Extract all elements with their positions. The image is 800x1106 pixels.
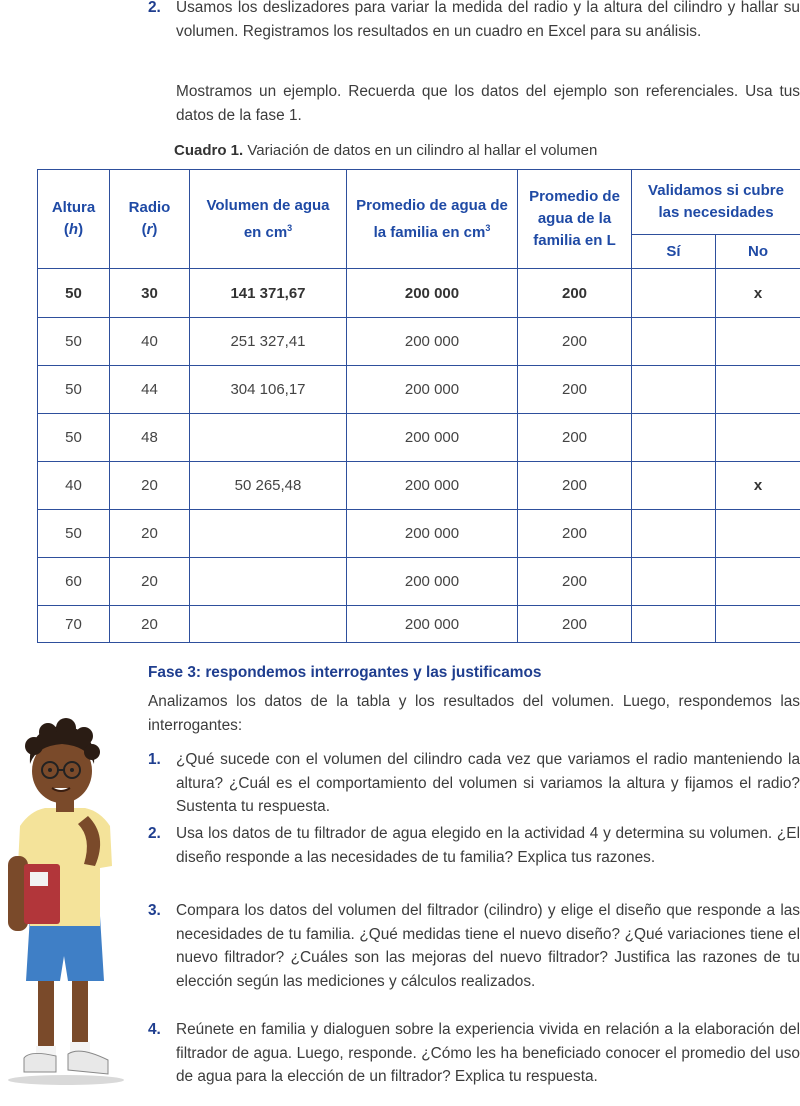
header-radio: Radio (r) xyxy=(110,170,190,269)
header-validamos: Validamos si cubre las necesidades xyxy=(632,170,800,235)
table-row: 70 20 200 000 200 xyxy=(38,606,800,643)
table-row: 40 20 50 265,48 200 000 200 x xyxy=(38,462,800,510)
intro-item-text: Usamos los deslizadores para variar la medida del radio y la altura del cilindro y hallar su volumen. Registramos los resultados en un cuadro en Excel para su análisis. xyxy=(176,0,800,40)
question-4: 4. Reúnete en familia y dialoguen sobre la experiencia vivida en relación a la elaboración del filtrador de agua. Luego, responde. ¿Cómo les ha beneficiado conocer el promedio del uso de agua para la elección de un filtrador? Explica tu respuesta. xyxy=(148,1021,800,1085)
header-promedio-l: Promedio de agua de la familia en L xyxy=(518,170,632,269)
intro-item-2 xyxy=(148,0,800,43)
table-row: 50 40 251 327,41 200 000 200 xyxy=(38,318,800,366)
caption-text: Variación de datos en un cilindro al hallar el volumen xyxy=(247,142,598,159)
table-row: 50 20 200 000 200 xyxy=(38,510,800,558)
header-volumen: Volumen de agua en $cm^3$ xyxy=(190,170,347,269)
table-row: 50 44 304 106,17 200 000 200 xyxy=(38,366,800,414)
header-altura: Altura (h) xyxy=(38,170,110,269)
table-row: 50 48 200 000 200 xyxy=(38,414,800,462)
table-caption xyxy=(174,142,597,159)
example-paragraph: Mostramos un ejemplo. Recuerda que los datos del ejemplo son referenciales. Usa tus datos de la fase 1. xyxy=(176,83,800,124)
section-title: Fase 3: respondemos interrogantes y las justificamos xyxy=(148,664,542,681)
table-row: 50 30 141 371,67 200 000 200 x xyxy=(38,269,800,318)
table-row: 60 20 200 000 200 xyxy=(38,558,800,606)
question-3: 3. Compara los datos del volumen del filtrador (cilindro) y elige el diseño que responde a las necesidades de tu familia. ¿Qué medidas tiene el nuevo diseño? ¿Qué variaciones tiene el nuevo filtrador? ¿Cuáles son las mejoras del nuevo filtrador? Justifica las razones de tu elección según las mediciones y cálculos realizados. xyxy=(148,902,800,990)
question-2: 2. Usa los datos de tu filtrador de agua elegido en la actividad 4 y determina su volumen. ¿El diseño responde a las necesidades de tu familia? Explica tus razones. xyxy=(148,825,800,866)
student-illustration xyxy=(0,716,130,1086)
fase3-intro: Analizamos los datos de la tabla y los resultados del volumen. Luego, respondemos las interrogantes: xyxy=(148,693,800,734)
header-si: Sí xyxy=(632,235,716,269)
caption-label: Cuadro 1. xyxy=(174,142,244,159)
header-promedio-cm3: Promedio de agua de la familia en $cm^3$ xyxy=(347,170,518,269)
header-no: No xyxy=(716,235,800,269)
question-1: 1. ¿Qué sucede con el volumen del cilindro cada vez que variamos el radio manteniendo la altura? ¿Cuál es el comportamiento del volumen si variamos la altura y fijamos el radio? Sustenta tu respuesta. xyxy=(148,751,800,815)
data-table xyxy=(37,169,800,643)
intro-item-number: 2. xyxy=(148,0,161,16)
